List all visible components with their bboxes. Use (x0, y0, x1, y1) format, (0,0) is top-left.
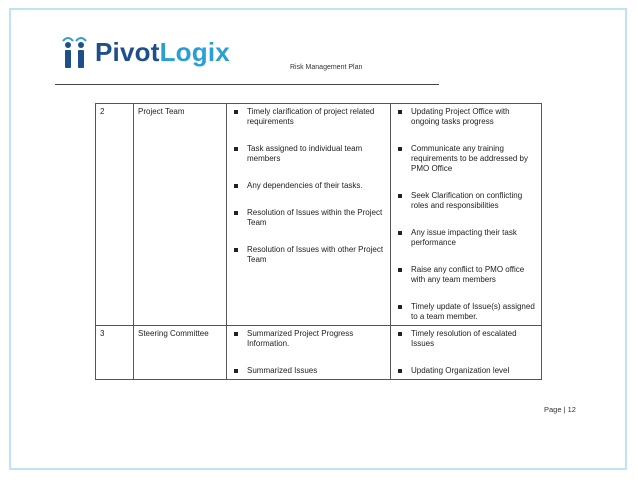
list-item-text: Timely resolution of escalated Issues (411, 329, 517, 348)
bullet-icon (398, 369, 402, 373)
bullet-icon (234, 248, 238, 252)
list-item (395, 191, 537, 211)
activities-cell (391, 104, 542, 326)
list-item (395, 329, 537, 349)
bullet-icon (398, 194, 402, 198)
list-item (231, 245, 386, 265)
list-item-text: Communicate any training requirements to be addressed by PMO Office (411, 144, 528, 173)
page-number: Page | 12 (544, 405, 576, 414)
bullet-icon (398, 147, 402, 151)
list-item-text: Updating Organization level (411, 366, 510, 375)
list-item-text: Summarized Issues (247, 366, 318, 375)
list-item (231, 107, 386, 127)
list-item-text: Updating Project Office with ongoing tasks progress (411, 107, 510, 126)
bullet-icon (234, 147, 238, 151)
list-item-text: Any dependencies of their tasks. (247, 181, 363, 190)
list-item (395, 366, 537, 376)
document-title: Risk Management Plan (290, 64, 363, 71)
activities-cell (391, 326, 542, 380)
list-item (231, 181, 386, 191)
responsibility-table (95, 103, 542, 380)
bullet-icon (398, 231, 402, 235)
logo-wordmark (95, 37, 230, 68)
logo-text-logix: Logix (159, 36, 230, 67)
list-item (395, 107, 537, 127)
bullet-icon (398, 110, 402, 114)
list-item (231, 366, 386, 376)
list-item (395, 265, 537, 285)
row-number: 3 (96, 326, 134, 380)
role-name: Project Team (134, 104, 227, 326)
list-item-text: Resolution of Issues within the Project Team (247, 208, 383, 227)
logo-text-pivot: Pivot (95, 36, 160, 67)
bullet-icon (234, 332, 238, 336)
table-row (96, 104, 542, 326)
row-number: 2 (96, 104, 134, 326)
list-item-text: Task assigned to individual team members (247, 144, 363, 163)
list-item-text: Timely clarification of project related requirements (247, 107, 375, 126)
pivotlogix-logo-icon (60, 34, 90, 70)
list-item (231, 208, 386, 228)
list-item-text: Timely update of Issue(s) assigned to a team member. (411, 302, 535, 321)
role-name: Steering Committee (134, 326, 227, 380)
list-item-text: Raise any conflict to PMO office with any team members (411, 265, 525, 284)
list-item (395, 302, 537, 322)
list-item-text: Summarized Project Progress Information. (247, 329, 354, 348)
list-item-text: Seek Clarification on conflicting roles and responsibilities (411, 191, 523, 210)
list-item-text: Resolution of Issues with other Project Team (247, 245, 384, 264)
list-item (231, 329, 386, 349)
bullet-icon (398, 305, 402, 309)
header-divider (55, 84, 439, 85)
bullet-icon (234, 369, 238, 373)
bullet-icon (234, 184, 238, 188)
company-logo (60, 34, 230, 70)
list-item (395, 144, 537, 174)
responsibilities-cell (227, 326, 391, 380)
bullet-icon (398, 332, 402, 336)
table-row (96, 326, 542, 380)
list-item-text: Any issue impacting their task performance (411, 228, 517, 247)
list-item (231, 144, 386, 164)
bullet-icon (234, 211, 238, 215)
bullet-icon (234, 110, 238, 114)
bullet-icon (398, 268, 402, 272)
responsibilities-cell (227, 104, 391, 326)
list-item (395, 228, 537, 248)
